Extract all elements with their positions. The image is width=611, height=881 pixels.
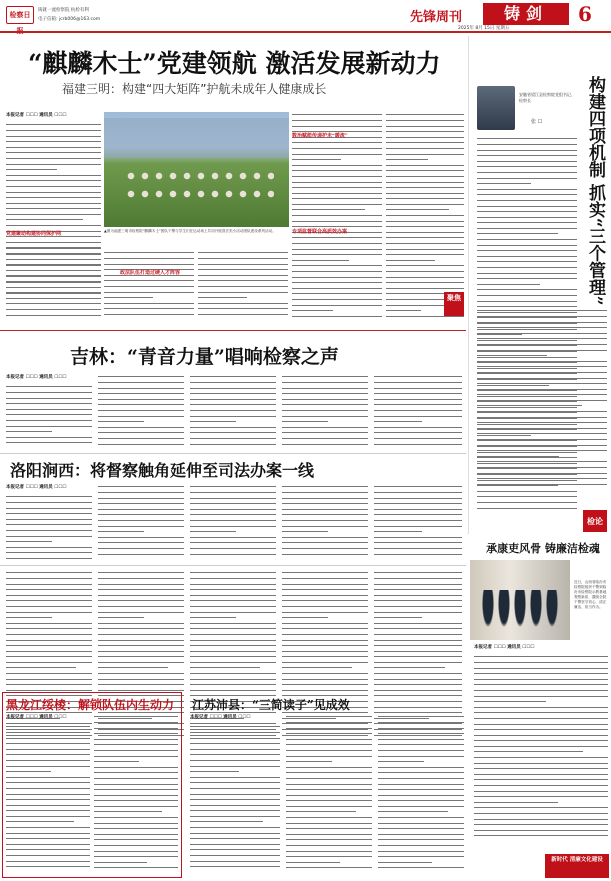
photo-people: [480, 590, 560, 635]
chengkang-text: [474, 654, 608, 844]
text-line: [198, 312, 288, 318]
peixian-headline: 江苏沛县：“三简读子”见成效: [192, 698, 350, 712]
text-line: [286, 865, 372, 871]
masthead: [0, 0, 611, 32]
text-line: [6, 864, 90, 870]
text-line: [6, 556, 92, 562]
masthead-rule: [0, 31, 611, 33]
column-headline: 构建四项机制 抓实“三个管理”: [585, 76, 605, 306]
lead-col-1b: [6, 240, 101, 300]
jilin-col-5: [374, 374, 462, 448]
jilin-headline: 吉林：“青音力量”唱响检察之声: [70, 346, 339, 368]
luoyang-col-4: [282, 484, 368, 562]
peixian-col-3: [378, 714, 464, 874]
photo-building: [104, 118, 289, 158]
lead-subhead: 福建三明：构建“四大矩阵”护航未成年人健康成长: [62, 82, 327, 96]
column-portrait: [477, 86, 515, 130]
lead-byline: 本报记者 ☐☐☐ 通讯员 ☐☐☐: [6, 113, 67, 118]
chengkang-photo: [470, 560, 570, 640]
text-line: [474, 833, 608, 839]
text-line: [477, 481, 607, 487]
lead-col-4: [292, 112, 382, 320]
luoyang-col-5: [374, 484, 462, 562]
section-label: 先锋周刊: [410, 10, 463, 25]
jilin-byline: 本报记者 ☐☐☐ 通讯员 ☐☐☐: [6, 375, 67, 380]
peixian-col-2: [286, 714, 372, 874]
peixian-col-1: [190, 724, 280, 874]
photo-group: [124, 167, 274, 207]
paper-logo: 检察日: [6, 6, 34, 24]
text-line: [6, 312, 101, 318]
text-line: [282, 551, 368, 557]
lead-stamp: 聚焦: [444, 292, 464, 316]
text-line: [477, 505, 577, 511]
lead-col-2: [104, 250, 194, 320]
lead-section-4: 数治赋能传递护未“暖流”: [292, 133, 348, 139]
text-line: [98, 551, 184, 557]
masthead-motto: 铸就一流检察院 杭检有利: [38, 8, 89, 13]
peixian-byline: 本报记者 ☐☐☐ 通讯员 ☐☐☐: [190, 715, 251, 720]
lead-col-5: [386, 112, 464, 320]
chengkang-byline: 本报记者 ☐☐☐ 通讯员 ☐☐☐: [474, 645, 535, 650]
luoyang-col-1: [6, 494, 92, 562]
lead-photo-caption: ▲图为福建三明市检察院“麒麟木士”团队干警与学生们在运动场上共同开展普法类小活动团队建设系列活动。: [104, 229, 276, 233]
chengkang-headline: 承康吏风骨 铸廉洁检魂: [486, 542, 600, 555]
lead-photo: [104, 112, 289, 227]
heilongjiang-headline: 黑龙江绥棱：解锁队伍内生动力: [6, 698, 175, 712]
column-right: [468, 36, 610, 534]
text-line: [190, 551, 276, 557]
jilin-col-1: [6, 384, 92, 448]
chengkang-stamp: 新时代 清廉文化建设: [545, 854, 609, 878]
masthead-contacts: 电子信箱: jcrb006@163.com: [38, 17, 101, 22]
text-line: [94, 865, 178, 871]
text-line: [374, 551, 462, 557]
luoyang-col-3: [190, 484, 276, 562]
jilin-col-3: [190, 374, 276, 448]
text-line: [378, 865, 464, 871]
lead-headline: “麒麟木士”党建领航 激活发展新动力: [28, 49, 441, 78]
rule-2: [0, 453, 466, 454]
rule-3: [0, 565, 466, 566]
text-line: [98, 441, 184, 447]
text-line: [282, 441, 368, 447]
luoyang-byline: 本报记者 ☐☐☐ 通讯员 ☐☐☐: [6, 485, 67, 490]
chengkang-caption: 近日，山西省临汾市检察院组织干警到临汾市检察院示教基地观察新质，激励全院干警坚守初心、清正廉洁、担当作为。: [574, 580, 607, 609]
text-line: [190, 441, 276, 447]
lead-col-3: [198, 250, 288, 320]
luoyang-col-2: [98, 484, 184, 562]
text-line: [6, 290, 101, 296]
jilin-col-4: [282, 374, 368, 448]
luoyang-headline: 洛阳涧西：将督察触角延伸至司法办案一线: [10, 461, 315, 480]
text-line: [374, 441, 462, 447]
text-line: [190, 864, 280, 870]
column-text-wide: [477, 308, 607, 488]
text-line: [292, 313, 382, 319]
text-line: [104, 312, 194, 318]
text-line: [6, 440, 92, 446]
jilin-col-2: [98, 374, 184, 448]
page-number: 6: [578, 2, 592, 26]
column-author-name: 张 ☐: [531, 119, 543, 125]
column-stamp: 检论: [583, 510, 607, 532]
heilongjiang-col-2: [94, 714, 178, 874]
rule-1: [0, 330, 466, 331]
lead-section-2: 政法队伍打造过硬人才阵容: [120, 270, 181, 276]
lead-section-3: 专项监督联合高质效办案: [292, 229, 348, 235]
issue-date: 2025年 8月 15日 星期五: [458, 26, 510, 31]
heilongjiang-byline: 本报记者 ☐☐☐ 通讯员 ☐☐☐: [6, 715, 67, 720]
lead-section-1: 党建聚动构建协同保护网: [6, 231, 62, 237]
heilongjiang-col-1: [6, 724, 90, 874]
column-author-title: 安徽省望江县检察院党组书记、检察长: [519, 92, 575, 103]
section-name-box: 铸剑: [483, 3, 569, 25]
